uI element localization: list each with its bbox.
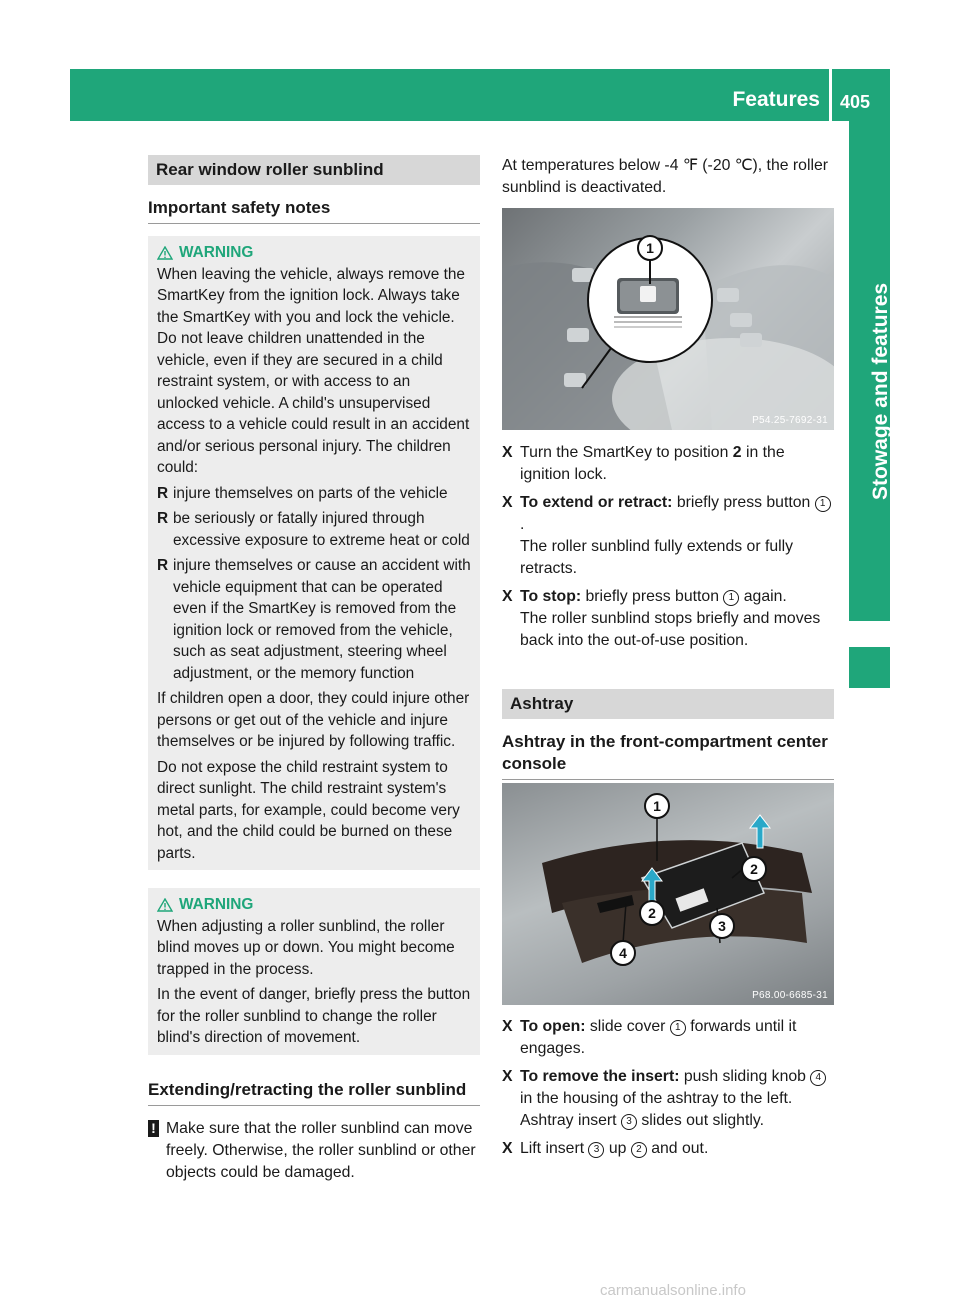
callout-marker: 1 — [670, 1020, 686, 1036]
list-item: R injure themselves on parts of the vehicle — [157, 484, 448, 502]
steps-sunblind — [502, 442, 834, 658]
subsection-ashtray-console: Ashtray in the front-compartment center console — [502, 731, 834, 780]
warning-box-children — [148, 236, 480, 870]
step-item: X To extend or retract: briefly press button 1. The roller sunblind fully extends or fully retracts. — [502, 492, 834, 580]
callout-3 — [710, 914, 734, 938]
svg-text:2: 2 — [648, 905, 656, 921]
note-damage — [148, 1118, 480, 1184]
callout-1 — [645, 794, 669, 818]
step-item: X To open: slide cover 1 forwards until it engages. — [502, 1018, 797, 1057]
list-item: R injure themselves or cause an accident with vehicle equipment that can be operated even if the SmartKey is removed from the ignition lock or removed from the vehicle, such as seat adjustment, steering wheel adjustment, or the memory function — [157, 557, 471, 682]
callout-marker: 3 — [621, 1114, 637, 1130]
side-marker — [849, 647, 890, 688]
warning-paragraph: When adjusting a roller sunblind, the roller blind moves up or down. You might become trapped in the process. — [157, 917, 455, 978]
section-title-ashtray: Ashtray — [502, 689, 834, 719]
svg-text:2: 2 — [750, 861, 758, 877]
image-code: P68.00-6685-31 — [752, 990, 828, 1001]
step-result: The roller sunblind stops briefly and moves back into the out-of-use position. — [520, 610, 821, 649]
page-number: 405 — [840, 92, 871, 112]
callout-2 — [742, 857, 766, 881]
callout-marker: 1 — [815, 496, 831, 512]
warning-triangle-icon — [157, 246, 173, 260]
header-separator — [829, 69, 832, 121]
callout-2 — [640, 901, 664, 925]
warning-title — [157, 894, 472, 916]
warning-paragraph: If children open a door, they could injure other persons or get out of the vehicle and injure themselves or be injured by following traffic. — [157, 690, 470, 750]
step-item: X Lift insert 3 up 2 and out. — [502, 1138, 834, 1160]
callout-1-label: 1 — [646, 240, 654, 256]
callout-4 — [611, 941, 635, 965]
step-item: X To stop: briefly press button 1 again. The roller sunblind stops briefly and moves back into the out-of-use position. — [502, 588, 821, 649]
step-marker-icon: X — [502, 444, 513, 461]
chapter-title: Features — [732, 88, 820, 111]
console-illustration — [502, 208, 834, 430]
warning-title — [157, 242, 472, 264]
left-column — [148, 155, 480, 1184]
photo-roller-sunblind-button — [502, 208, 834, 430]
warning-title-text: WARNING — [179, 244, 254, 261]
callout-marker: 4 — [810, 1070, 826, 1086]
steps-ashtray — [502, 1016, 834, 1166]
list-item: R be seriously or fatally injured through excessive exposure to extreme heat or cold — [157, 510, 470, 549]
watermark: carmanualsonline.info — [600, 1282, 746, 1299]
warning-paragraph: Do not expose the child restraint system to direct sunlight. The child restraint system's metal parts, for example, could become very hot, and the child could be burned on these parts. — [157, 758, 460, 862]
subsection-safety-notes: Important safety notes — [148, 197, 480, 224]
step-marker-icon: X — [502, 1068, 513, 1085]
right-column — [502, 155, 834, 199]
callout-marker: 2 — [631, 1142, 647, 1158]
warning-box-trapping — [148, 888, 480, 1055]
warning-triangle-icon — [157, 898, 173, 912]
section-title-sunblind: Rear window roller sunblind — [148, 155, 480, 185]
photo-ashtray — [502, 783, 834, 1005]
image-code: P54.25-7692-31 — [752, 415, 828, 426]
callout-marker: 3 — [588, 1142, 604, 1158]
step-marker-icon: X — [502, 1018, 513, 1035]
svg-text:4: 4 — [619, 945, 627, 961]
step-marker-icon: X — [502, 494, 513, 511]
exclamation-icon: ! — [148, 1120, 159, 1137]
note-text: Make sure that the roller sunblind can move freely. Otherwise, the roller sunblind or other objects could be damaged. — [166, 1119, 476, 1181]
warning-paragraph: In the event of danger, briefly press the button for the roller sunblind to change the roller blind's direction of movement. — [157, 986, 471, 1046]
callout-marker: 1 — [723, 590, 739, 606]
subsection-extending: Extending/retracting the roller sunblind — [148, 1079, 480, 1106]
ashtray-section — [502, 689, 834, 780]
step-item: X Turn the SmartKey to position 2 in the ignition lock. — [502, 444, 785, 483]
warning-intro: When leaving the vehicle, always remove the SmartKey from the ignition lock. Always take the SmartKey with you and lock the vehicle. Do not leave children unattended in the vehicle, even if they are secured in a child restraint system, or with access to an unlocked vehicle. A child's unsupervised access to a vehicle could result in an accident and/or serious personal injury. The children could: — [157, 265, 470, 476]
side-tab-label: Stowage and features — [869, 282, 892, 500]
step-marker-icon: X — [502, 588, 513, 605]
step-marker-icon: X — [502, 1140, 513, 1157]
step-item: X To remove the insert: push sliding knob 4 in the housing of the ashtray to the left. Ashtray insert 3 slides out slightly. — [502, 1066, 834, 1132]
svg-text:3: 3 — [718, 918, 726, 934]
warning-title-text: WARNING — [179, 896, 254, 913]
step-result: The roller sunblind fully extends or fully retracts. — [520, 538, 794, 577]
ashtray-illustration — [502, 783, 834, 1005]
temperature-note: At temperatures below -4 ℉ (-20 ℃), the roller sunblind is deactivated. — [502, 157, 829, 196]
svg-text:1: 1 — [653, 798, 661, 814]
